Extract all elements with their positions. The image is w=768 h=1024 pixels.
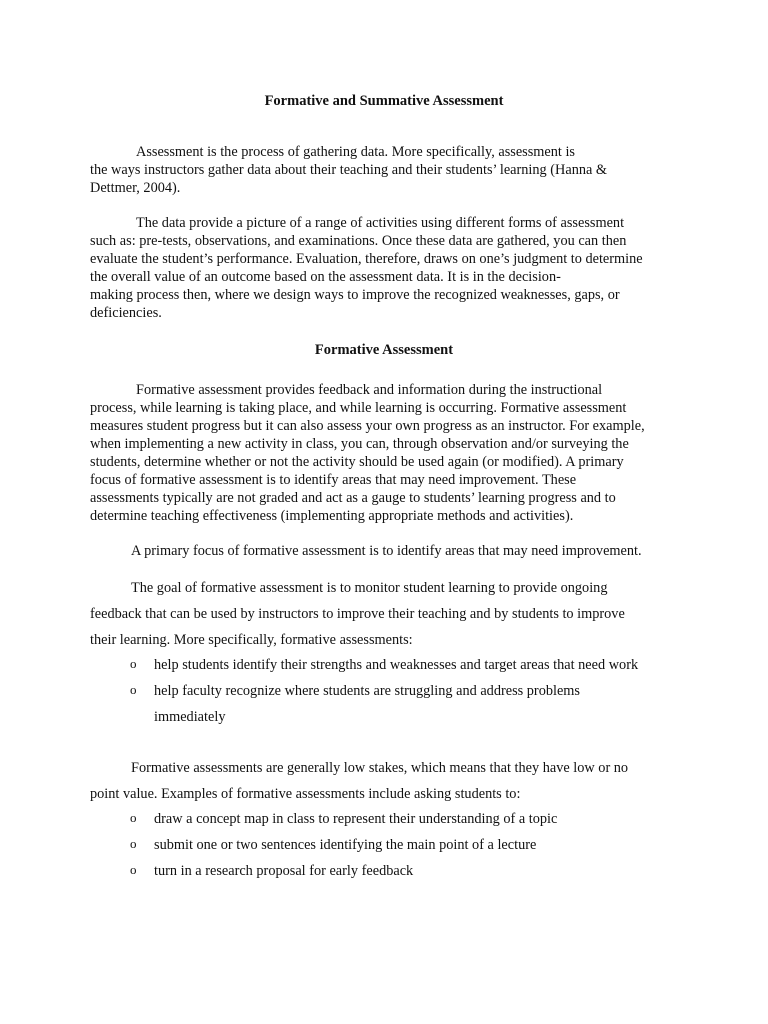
paragraph-line: Formative assessment provides feedback and information during the instructional [136,382,603,398]
bullet-marker-icon: o [130,862,137,877]
paragraph-line: their learning. More specifically, formative assessments: [90,632,413,648]
paragraph-line: when implementing a new activity in class, you can, through observation and/or surveying the [90,436,629,452]
paragraph-line: the overall value of an outcome based on the assessment data. It is in the decision- [90,269,561,285]
list-item-continuation: immediately [154,709,226,725]
paragraph-line: feedback that can be used by instructors to improve their teaching and by students to improve [90,606,625,622]
list-item: draw a concept map in class to represent their understanding of a topic [154,811,558,827]
document-title: Formative and Summative Assessment [264,93,504,109]
paragraph-line: assessments typically are not graded and act as a gauge to students’ learning progress and to [90,490,616,506]
paragraph-line: deficiencies. [90,305,162,321]
paragraph-line: such as: pre-tests, observations, and examinations. Once these data are gathered, you can then [90,233,627,249]
paragraph-line: Assessment is the process of gathering data. More specifically, assessment is [136,144,575,160]
paragraph-line: making process then, where we design ways to improve the recognized weaknesses, gaps, or [90,287,620,303]
section-heading: Formative Assessment [314,342,454,358]
paragraph-line: students, determine whether or not the activity should be used again (or modified). A primary [90,454,624,470]
list-item: help students identify their strengths and weaknesses and target areas that need work [154,657,639,673]
paragraph-line: Dettmer, 2004). [90,180,181,196]
paragraph-line: the ways instructors gather data about their teaching and their students’ learning (Hanna & [90,162,608,178]
paragraph-line: point value. Examples of formative assessments include asking students to: [90,786,521,802]
bullet-marker-icon: o [130,810,137,825]
paragraph-line: focus of formative assessment is to identify areas that may need improvement. These [90,472,577,488]
paragraph-line: Formative assessments are generally low stakes, which means that they have low or no [131,760,629,776]
bullet-marker-icon: o [130,836,137,851]
bullet-marker-icon: o [130,656,137,671]
paragraph-line: The data provide a picture of a range of activities using different forms of assessment [136,215,625,231]
paragraph-line: evaluate the student’s performance. Evaluation, therefore, draws on one’s judgment to determine [90,251,643,267]
paragraph-line: process, while learning is taking place, and while learning is occurring. Formative assessment [90,400,627,416]
list-item: turn in a research proposal for early feedback [154,863,414,879]
list-item: submit one or two sentences identifying the main point of a lecture [154,837,537,853]
paragraph-line: The goal of formative assessment is to monitor student learning to provide ongoing [131,580,608,596]
paragraph-line: measures student progress but it can also assess your own progress as an instructor. For example, [90,418,645,434]
list-item: help faculty recognize where students are struggling and address problems [154,683,580,699]
paragraph-line: A primary focus of formative assessment is to identify areas that may need improvement. [131,543,642,559]
bullet-marker-icon: o [130,682,137,697]
paragraph-line: determine teaching effectiveness (implementing appropriate methods and activities). [90,508,574,524]
